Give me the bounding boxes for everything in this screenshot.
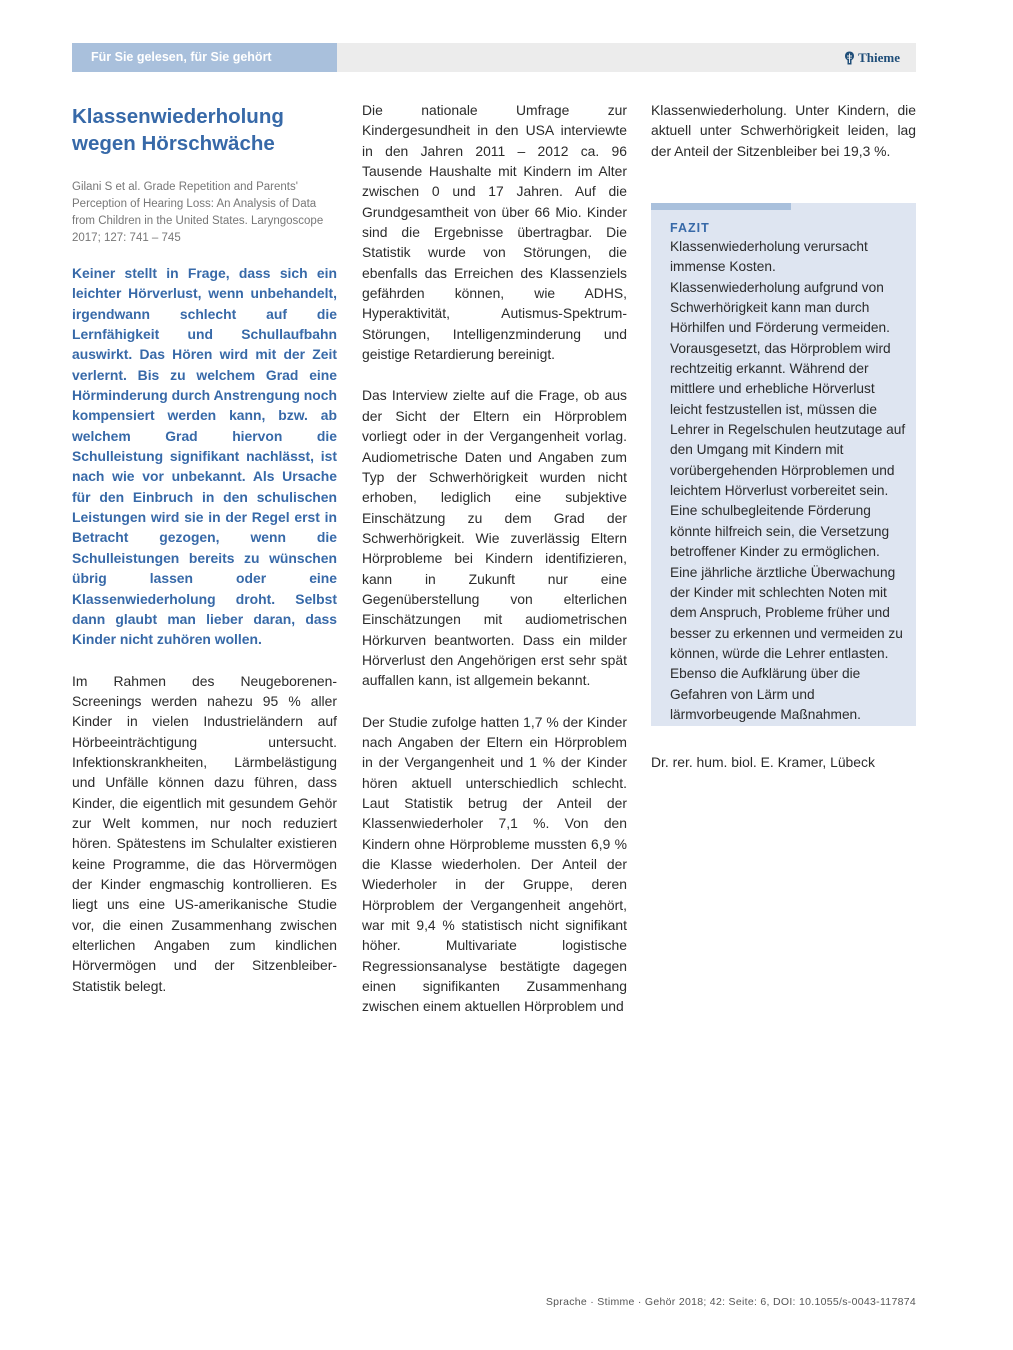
header-bar [337,43,916,72]
publisher-name: Thieme [858,50,900,65]
fazit-accent-bar [651,203,791,210]
body-paragraph-1: Im Rahmen des Neugeborenen-Screenings werden nahezu 95 % aller Kinder in vielen Industrieländern auf Hörbeeinträchtigung untersucht. Infektionskrankheiten, Lärmbelästigung und Unfälle können dazu führen, dass Kinder, die eigentlich mit gesundem Gehör zur Welt kommen, nur noch reduziert hören. Spätestens im Schulalter existieren keine Programme, die das Hörvermögen der Kinder engmaschig kontrollieren. Es liegt uns eine US-amerikanische Studie vor, die einen Zusammenhang zwischen elterlichen Angaben zum kindlichen Hörvermögen und der Sitzenbleiber-Statistik belegt. [72,672,337,994]
article-title: Klassenwiederholung wegen Hörschwäche [72,105,284,155]
body-paragraph-4: Der Studie zufolge hatten 1,7 % der Kinder nach Angaben der Eltern ein Hörproblem in der Vergangenheit und 1 % der Kinder hören aktuell unterschiedlich schlecht. Laut Statistik betrug der Anteil der Klassenwiederholer 7,1 %. Von den Kindern ohne Hörprobleme mussten 6,9 % die Klasse wiederholen. Der Anteil der Wiederholer in der Gruppe, deren Hörproblem der Vergangenheit angehört, war mit 9,4 % statistisch nicht signifikant höher. Multivariate logistische Regressionsanalyse bestätigte dagegen einen signifikanten Zusammenhang zwischen einem aktuellen Hörproblem und [362,713,627,1015]
publisher-logo [844,43,900,72]
section-title: Für Sie gelesen, für Sie gehört [91,50,272,64]
body-paragraph-2: Die nationale Umfrage zur Kindergesundheit in den USA interviewte in den Jahren 2011 – 2012 ca. 96 Tausende Haushalte mit Kindern im Alter zwischen 0 und 17 Jahren. Auf die Grundgesamtheit von über 66 Mio. Kinder sind die Ergebnisse übertragbar. Die Statistik wurde von Störungen, die ebenfalls das Erreichen des Klassenziels gefährden können, wie ADHS, Hyperaktivität, Autismus-Spektrum-Störungen, Intelligenzminderung und geistige Retardierung bereinigt. [362,102,627,363]
thieme-logo-icon [844,51,855,65]
fazit-text: Klassenwiederholung verursacht immense Kosten. Klassenwiederholung aufgrund von Schwerhörigkeit kann man durch Hörhilfen und Förderung vermeiden. Vorausgesetzt, das Hörproblem wird rechtzeitig erkannt. Während der mittlere und erhebliche Hörverlust leicht festzustellen ist, müssen die Lehrer in Regelschulen heutzutage auf den Umgang mit Kindern mit vorübergehenden Hörproblemen und leichtem Hörverlust vorbereitet sein. Eine schulbegleitende Förderung könnte hilfreich sein, die Versetzung betroffener Kinder zu ermöglichen. Eine jährliche ärztliche Überwachung der Kinder mit schlechten Noten mit dem Anspruch, Probleme früher und besser zu erkennen und vermeiden zu können, würde die Lehrer entlasten. Ebenso die Aufklärung über die Gefahren von Lärm und lärmvorbeugende Maßnahmen. [670,239,906,722]
fazit-title: FAZIT [670,221,710,235]
body-paragraph-3: Das Interview zielte auf die Frage, ob aus der Sicht der Eltern ein Hörproblem vorliegt oder in der Vergangenheit vorlag. Audiometrische Daten und Angaben zum Typ der Schwerhörigkeit wurden nicht erhoben, lediglich eine subjektive Einschätzung zu dem Grad der Schwerhörigkeit. Wie zuverlässig Eltern Hörprobleme bei Kindern identifizieren, kann in Zukunft nur eine Gegenüberstellung von elterlichen Einschätzungen mit audiometrischen Hörkurven beantworten. Dass ein milder Hörverlust den Angehörigen erst sehr spät auffallen kann, ist allgemein bekannt. [362,387,627,689]
column-middle [362,100,627,1017]
author-line: Dr. rer. hum. biol. E. Kramer, Lübeck [651,754,875,770]
body-paragraph-4-continued: Klassenwiederholung. Unter Kindern, die aktuell unter Schwerhörigkeit leiden, lag der Anteil der Sitzenbleiber bei 19,3 %. [651,102,916,159]
section-header [72,43,337,72]
fazit-box [651,203,916,726]
article-citation: Gilani S et al. Grade Repetition and Parents' Perception of Hearing Loss: An Analysis of Data from Children in the United States. Laryngoscope 2017; 127: 741 – 745 [72,181,324,244]
article-lead: Keiner stellt in Frage, dass sich ein leichter Hörverlust, wenn unbehandelt, irgendwann schlecht auf die Lernfähigkeit und Schullaufbahn auswirkt. Das Hören wird mit der Zeit verlernt. Bis zu welchem Grad eine Hörminderung durch Anstrengung noch kompensiert werden kann, bzw. ab welchem Grad hiervon die Schulleistung signifikant nachlässt, ist nach wie vor unbekannt. Als Ursache für den Einbruch in den schulischen Leistungen wird sie in der Regel erst in Betracht gezogen, wenn die Schulleistungen bereits zu wünschen übrig lassen oder eine Klassenwiederholung droht. Selbst dann glaubt man lieber daran, dass Kinder nicht zuhören wollen. [72,265,337,648]
page-footer: Sprache · Stimme · Gehör 2018; 42: Seite: 6, DOI: 10.1055/s-0043-117874 [545,1296,916,1308]
column-left [72,100,337,996]
